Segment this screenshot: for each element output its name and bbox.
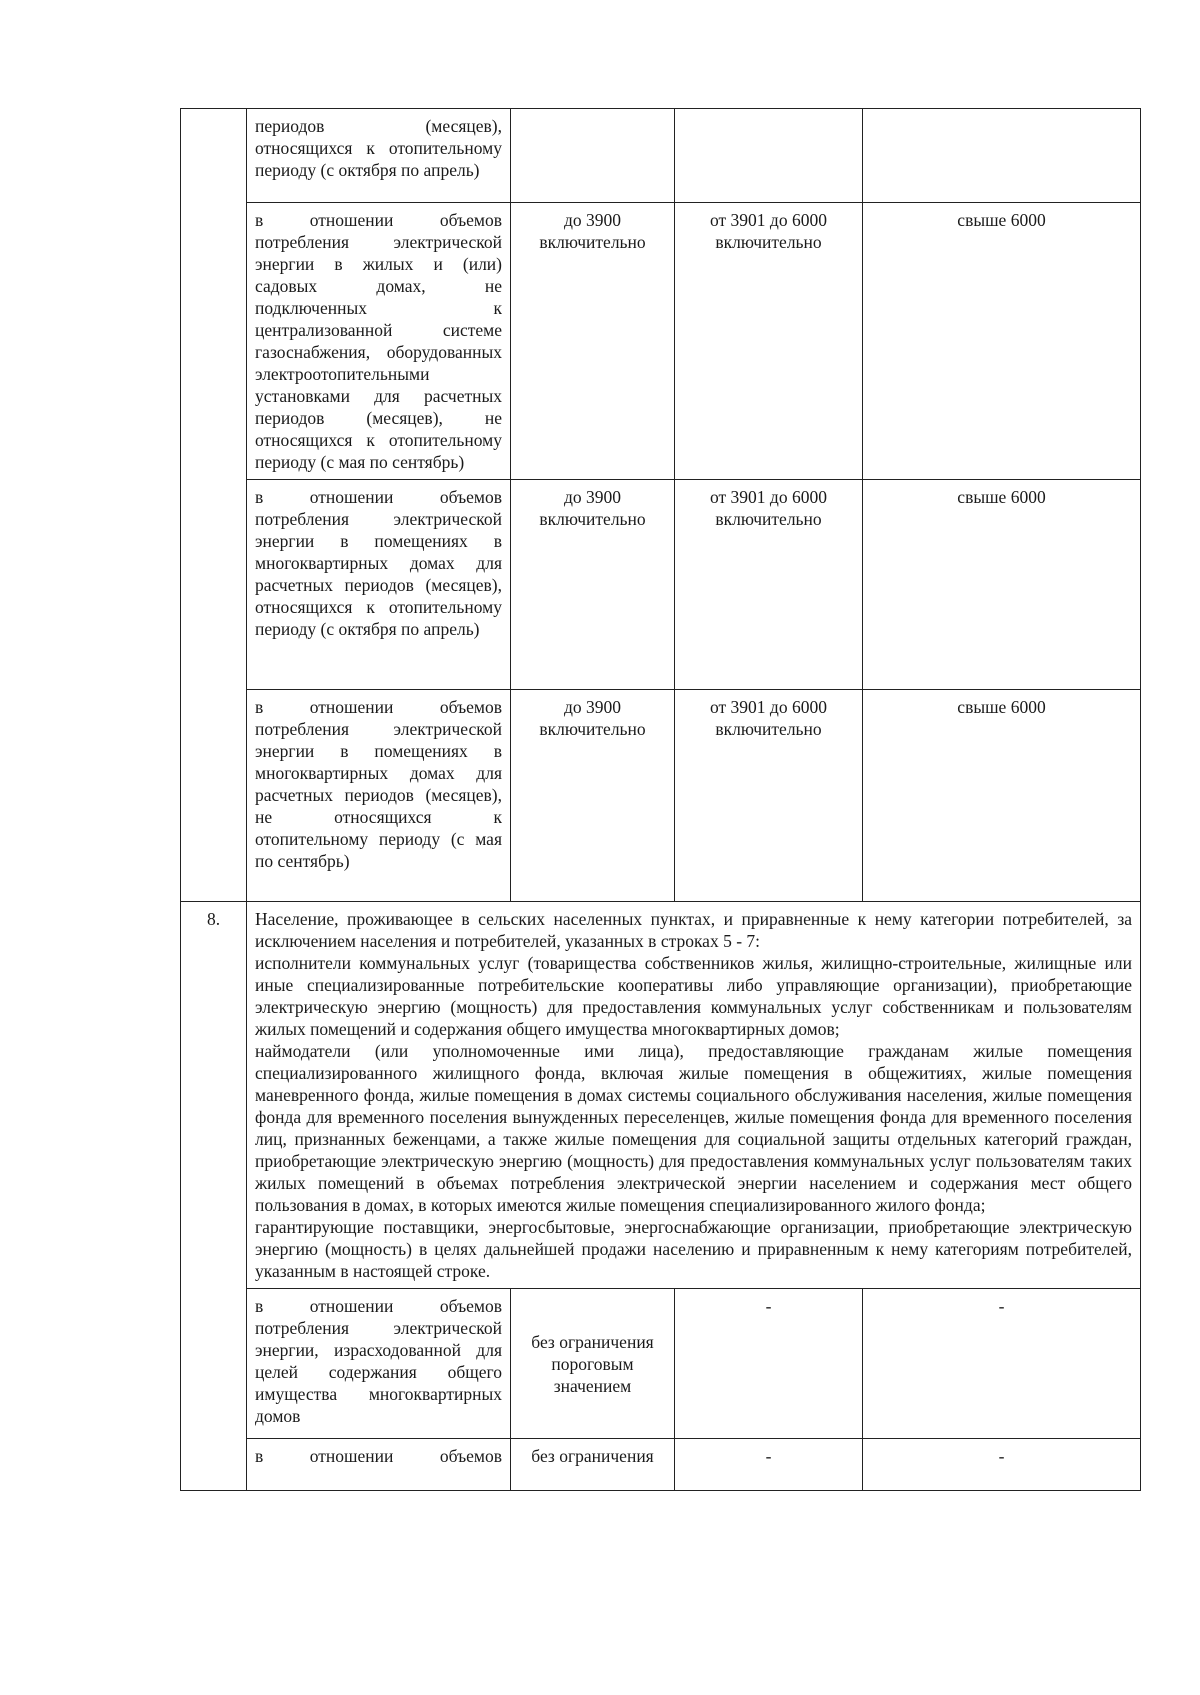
value-col-2: - bbox=[675, 1289, 863, 1439]
table-row bbox=[181, 203, 1141, 480]
value-col-2: от 3901 до 6000 включительно bbox=[675, 690, 863, 902]
value-col-3: свыше 6000 bbox=[863, 480, 1141, 690]
tariff-table bbox=[180, 108, 1141, 1491]
value-col-3: свыше 6000 bbox=[863, 690, 1141, 902]
table-row bbox=[181, 109, 1141, 203]
row-description: в отношении объемов потребления электрической энергии в помещениях в многоквартирных домах для расчетных периодов (месяцев), не относящихся к отопительному периоду (с мая по сентябрь) bbox=[247, 690, 511, 902]
section-8-header-row bbox=[181, 902, 1141, 1289]
table-row bbox=[181, 1439, 1141, 1491]
value-col-2: - bbox=[675, 1439, 863, 1491]
section-8-paragraph: наймодатели (или уполномоченные ими лица), предоставляющие гражданам жилые помещения специализированного жилищного фонда, включая жилые помещения в общежитиях, жилые помещения маневренного фонда, жилые помещения в домах системы социального обслуживания населения, жилые помещения фонда для временного поселения вынужденных переселенцев, жилые помещения фонда для временного поселения лиц, признанных беженцами, а также жилые помещения для социальной защиты отдельных категорий граждан, приобретающие электрическую энергию (мощность) для предоставления коммунальных услуг пользователям таких жилых помещений в объемах потребления электрической энергии населением и содержания мест общего пользования в домах, в которых имеются жилые помещения специализированного жилого фонда; bbox=[255, 1041, 1132, 1215]
row-description: в отношении объемов потребления электрической энергии, израсходованной для целей содержания общего имущества многоквартирных домов bbox=[247, 1289, 511, 1439]
value-col-1 bbox=[511, 109, 675, 203]
row-description: в отношении объемов потребления электрической энергии в помещениях в многоквартирных домах для расчетных периодов (месяцев), относящихся к отопительному периоду (с октября по апрель) bbox=[247, 480, 511, 690]
value-col-1: до 3900 включительно bbox=[511, 690, 675, 902]
section-8-paragraph: Население, проживающее в сельских населенных пунктах, и приравненные к нему категории потребителей, за исключением населения и потребителей, указанных в строках 5 - 7: bbox=[255, 909, 1132, 951]
section-8-description bbox=[247, 902, 1141, 1289]
section-8-paragraph: гарантирующие поставщики, энергосбытовые, энергоснабжающие организации, приобретающие электрическую энергию (мощность) в целях дальнейшей продажи населению и приравненным к нему категориям потребителей, указанным в настоящей строке. bbox=[255, 1217, 1132, 1281]
value-col-1: без ограничения bbox=[511, 1439, 675, 1491]
value-col-1: до 3900 включительно bbox=[511, 480, 675, 690]
row-description: периодов (месяцев), относящихся к отопительному периоду (с октября по апрель) bbox=[247, 109, 511, 203]
row-number: 8. bbox=[181, 902, 247, 1491]
table-row bbox=[181, 480, 1141, 690]
value-col-3: - bbox=[863, 1289, 1141, 1439]
value-col-3: свыше 6000 bbox=[863, 203, 1141, 480]
value-col-2: от 3901 до 6000 включительно bbox=[675, 203, 863, 480]
table-row bbox=[181, 690, 1141, 902]
table-row bbox=[181, 1289, 1141, 1439]
row-description: в отношении объемов bbox=[247, 1439, 511, 1491]
value-col-2 bbox=[675, 109, 863, 203]
section-8-paragraph: исполнители коммунальных услуг (товарищества собственников жилья, жилищно-строительные, жилищные или иные специализированные потребительские кооперативы либо управляющие организации), приобретающие электрическую энергию (мощность) для предоставления коммунальных услуг собственникам и пользователям жилых помещений и содержания общего имущества многоквартирных домов; bbox=[255, 953, 1132, 1039]
value-col-2: от 3901 до 6000 включительно bbox=[675, 480, 863, 690]
value-col-1: без ограничения пороговым значением bbox=[511, 1289, 675, 1439]
value-col-3: - bbox=[863, 1439, 1141, 1491]
value-col-3 bbox=[863, 109, 1141, 203]
row-description: в отношении объемов потребления электрической энергии в жилых и (или) садовых домах, не подключенных к централизованной системе газоснабжения, оборудованных электроотопительными установками для расчетных периодов (месяцев), не относящихся к отопительному периоду (с мая по сентябрь) bbox=[247, 203, 511, 480]
row-number-cell bbox=[181, 109, 247, 902]
value-col-1: до 3900 включительно bbox=[511, 203, 675, 480]
